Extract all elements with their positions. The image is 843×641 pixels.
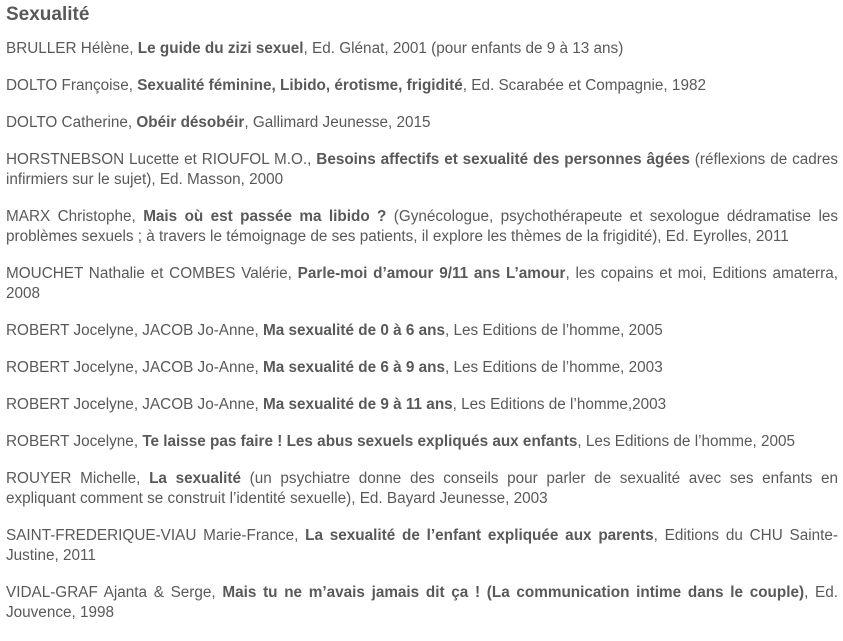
- entry-author: MARX Christophe,: [6, 208, 144, 225]
- entry-title: Ma sexualité de 0 à 6 ans: [263, 322, 446, 339]
- bibliography-entry: [6, 264, 838, 304]
- entry-author: HORSTNEBSON Lucette et RIOUFOL M.O.,: [6, 151, 317, 168]
- entry-details: , Les Editions de l’homme, 2005: [445, 322, 663, 339]
- bibliography-entry: [6, 207, 838, 247]
- entry-author: ROBERT Jocelyne, JACOB Jo-Anne,: [6, 359, 264, 376]
- entry-author: DOLTO Françoise,: [6, 77, 138, 94]
- entry-title: Obéir désobéir: [136, 114, 245, 131]
- bibliography-list: [6, 39, 838, 623]
- entry-title: La sexualité de l’enfant expliquée aux parents: [305, 527, 654, 544]
- entry-title: Mais tu ne m’avais jamais dit ça ! (La communication intime dans le couple): [222, 584, 805, 601]
- entry-title: Ma sexualité de 6 à 9 ans: [263, 359, 446, 376]
- bibliography-entry: [6, 432, 838, 452]
- entry-details: , Ed. Glénat, 2001 (pour enfants de 9 à 13 ans): [303, 40, 624, 57]
- entry-title: Besoins affectifs et sexualité des personnes âgées: [316, 151, 690, 168]
- entry-title: Te laisse pas faire ! Les abus sexuels expliqués aux enfants: [142, 433, 578, 450]
- entry-title: Ma sexualité de 9 à 11 ans: [263, 396, 453, 413]
- entry-author: ROBERT Jocelyne, JACOB Jo-Anne,: [6, 396, 264, 413]
- entry-details: , Les Editions de l’homme, 2003: [445, 359, 663, 376]
- bibliography-entry: [6, 321, 838, 341]
- entry-details: (un psychiatre donne des conseils pour parler de sexualité avec ses enfants en expliquant comment se construit l’identité sexuelle), Ed. Bayard Jeunesse, 2003: [6, 470, 838, 507]
- entry-details: (Gynécologue, psychothérapeute et sexologue dédramatise les problèmes sexuels ; à travers le témoignage de ses patients, il explore les thèmes de la frigidité), Ed. Eyrolles, 2011: [6, 208, 838, 245]
- bibliography-entry: [6, 113, 838, 133]
- bibliography-entry: [6, 76, 838, 96]
- entry-title: Parle-moi d’amour 9/11 ans L’amour: [297, 265, 566, 282]
- entry-details: (réflexions de cadres infirmiers sur le sujet), Ed. Masson, 2000: [6, 151, 838, 188]
- entry-title: Mais où est passée ma libido ?: [143, 208, 387, 225]
- entry-author: MOUCHET Nathalie et COMBES Valérie,: [6, 265, 298, 282]
- bibliography-entry: [6, 526, 838, 566]
- entry-author: VIDAL-GRAF Ajanta & Serge,: [6, 584, 223, 601]
- entry-details: , les copains et moi, Editions amaterra, 2008: [6, 265, 838, 302]
- entry-title: Le guide du zizi sexuel: [137, 40, 304, 57]
- entry-details: , Ed. Jouvence, 1998: [6, 584, 838, 621]
- entry-details: , Gallimard Jeunesse, 2015: [244, 114, 431, 131]
- bibliography-entry: [6, 358, 838, 378]
- entry-details: , Editions du CHU Sainte-Justine, 2011: [6, 527, 839, 564]
- entry-details: , Les Editions de l’homme,2003: [452, 396, 667, 413]
- entry-author: ROBERT Jocelyne,: [6, 433, 143, 450]
- entry-details: , Ed. Scarabée et Compagnie, 1982: [462, 77, 706, 94]
- entry-author: BRULLER Hélène,: [6, 40, 138, 57]
- bibliography-entry: [6, 150, 838, 190]
- entry-details: , Les Editions de l’homme, 2005: [577, 433, 796, 450]
- entry-author: ROUYER Michelle,: [6, 470, 150, 487]
- bibliography-entry: [6, 39, 838, 59]
- section-heading: Sexualité: [6, 4, 90, 25]
- bibliography-entry: [6, 395, 838, 415]
- entry-title: Sexualité féminine, Libido, érotisme, frigidité: [137, 77, 463, 94]
- bibliography-entry: [6, 583, 838, 623]
- bibliography-entry: [6, 469, 838, 509]
- entry-author: DOLTO Catherine,: [6, 114, 137, 131]
- entry-title: La sexualité: [149, 470, 242, 487]
- entry-author: ROBERT Jocelyne, JACOB Jo-Anne,: [6, 322, 264, 339]
- entry-author: SAINT-FREDERIQUE-VIAU Marie-France,: [6, 527, 306, 544]
